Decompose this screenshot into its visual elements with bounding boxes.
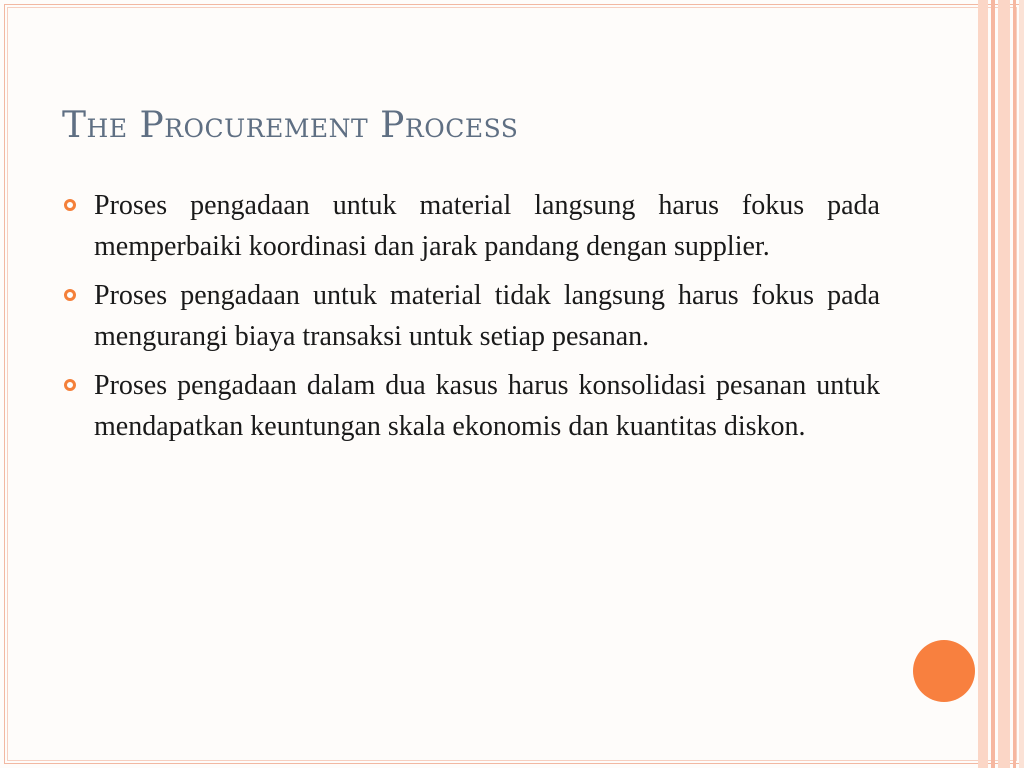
- bullet-text: Proses pengadaan untuk material tidak langsung harus fokus pada mengurangi biaya transaksi untuk setiap pesanan.: [94, 280, 880, 352]
- decorative-stripe: [991, 0, 995, 768]
- slide-title: The Procurement Process: [62, 105, 519, 146]
- bullet-list: [62, 185, 880, 455]
- decorative-stripe: [998, 0, 1010, 768]
- hollow-circle-bullet-icon: [64, 379, 76, 391]
- orange-circle-decoration-icon: [913, 640, 975, 702]
- decorative-stripe: [1019, 0, 1024, 768]
- hollow-circle-bullet-icon: [64, 289, 76, 301]
- bullet-text: Proses pengadaan untuk material langsung harus fokus pada memperbaiki koordinasi dan jarak pandang dengan supplier.: [94, 190, 880, 262]
- decorative-stripe: [1013, 0, 1016, 768]
- decorative-stripe: [978, 0, 988, 768]
- bullet-item: [62, 365, 880, 447]
- hollow-circle-bullet-icon: [64, 199, 76, 211]
- bullet-item: [62, 185, 880, 267]
- bullet-item: [62, 275, 880, 357]
- bullet-text: Proses pengadaan dalam dua kasus harus konsolidasi pesanan untuk mendapatkan keuntungan skala ekonomis dan kuantitas diskon.: [94, 370, 880, 442]
